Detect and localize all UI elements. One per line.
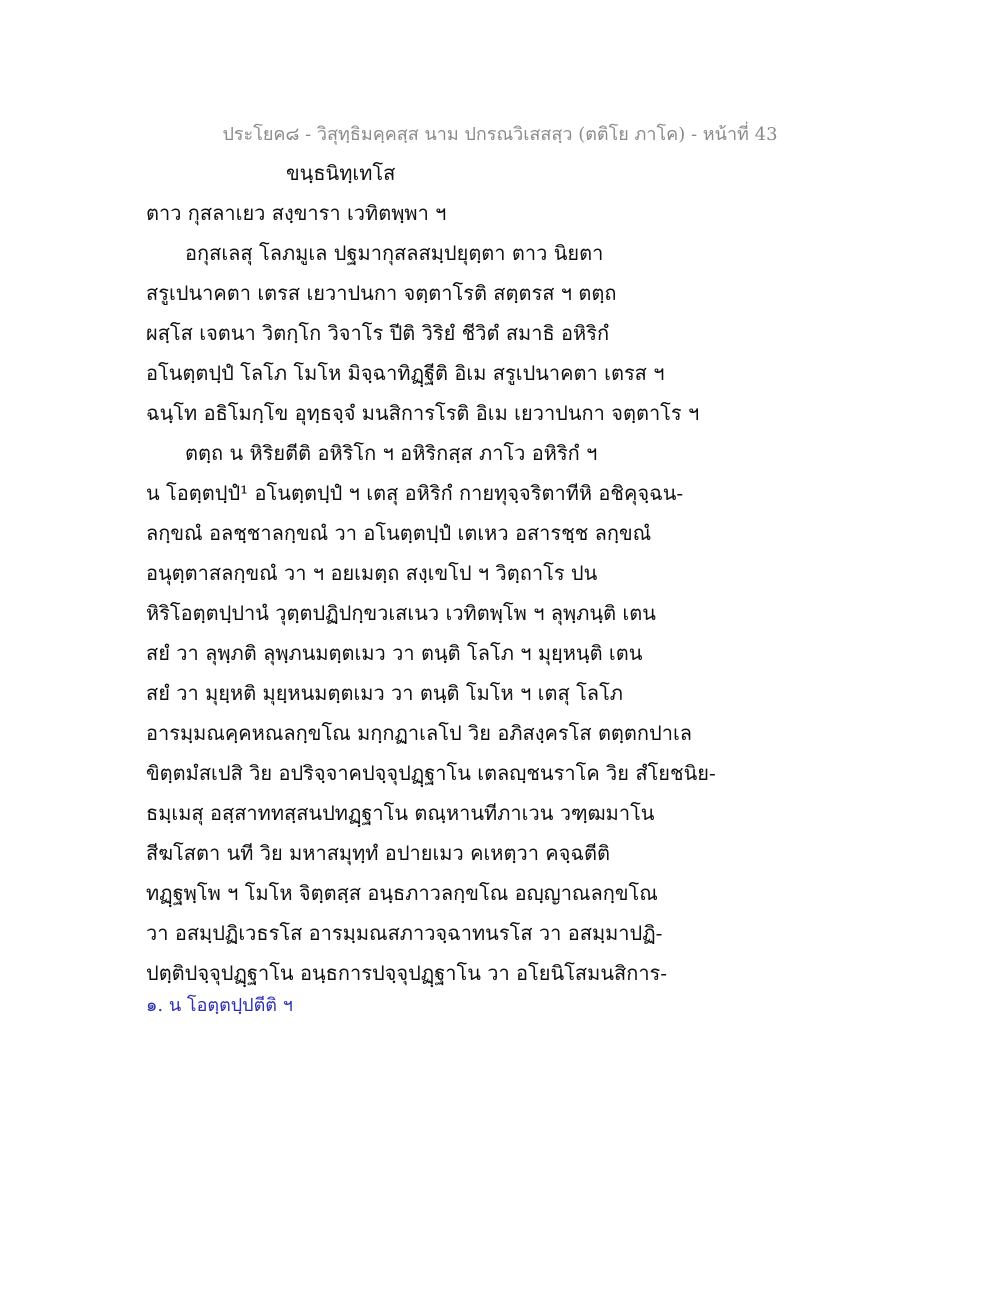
- body-line: ผสฺโส เจตนา วิตกฺโก วิจาโร ปีติ วิริยํ ชีวิตํ สมาธิ อหิริกํ: [146, 321, 610, 345]
- body-line: อโนตฺตปฺปํ โลโภ โมโห มิจฺฉาทิฏฺฐีติ อิเม สรูเปนาคตา เตรส ฯ: [146, 361, 665, 385]
- body-line: ตาว กุสลาเยว สงฺขารา เวทิตพฺพา ฯ: [146, 201, 447, 225]
- body-line: ฉนฺโท อธิโมกฺโข อุทฺธจฺจํ มนสิการโรติ อิเม เยวาปนกา จตฺตาโร ฯ: [146, 401, 700, 425]
- body-line: อนุตฺตาสลกฺขณํ วา ฯ อยเมตฺถ สงฺเขโป ฯ วิตฺถาโร ปน: [146, 561, 598, 585]
- section-heading: ขนฺธนิทฺเทโส: [286, 161, 396, 185]
- body-line: หิริโอตฺตปฺปานํ วุตฺตปฏิปกฺขวเสเนว เวทิตพฺโพ ฯ ลุพฺภนฺติ เตน: [146, 601, 656, 625]
- body-line: วา อสมฺปฏิเวธรโส อารมฺมณสภาวจฺฉาทนรโส วา อสมฺมาปฏิ-: [146, 921, 663, 945]
- body-line: อกุสเลสุ โลภมูเล ปฐมากุสลสมฺปยุตฺตา ตาว นิยตา: [185, 241, 604, 265]
- body-line: ปตฺติปจฺจุปฏฺฐาโน อนฺธการปจฺจุปฏฺฐาโน วา อโยนิโสมนสิการ-: [146, 961, 668, 985]
- body-line: ขิตฺตมํสเปสิ วิย อปริจฺจาคปจฺจุปฏฺฐาโน เตลญฺชนราโค วิย สํโยชนิย-: [146, 761, 716, 785]
- body-line: สยํ วา มุยฺหติ มุยฺหนมตฺตเมว วา ตนฺติ โมโห ฯ เตสุ โลโภ: [146, 681, 623, 705]
- body-line: ตตฺถ น หิริยตีติ อหิริโก ฯ อหิริกสฺส ภาโว อหิริกํ ฯ: [185, 441, 598, 465]
- body-line: สรูเปนาคตา เตรส เยวาปนกา จตฺตาโรติ สตฺตรส ฯ ตตฺถ: [146, 281, 617, 305]
- running-header: ประโยค๘ - วิสุทฺธิมคฺคสฺส นาม ปกรณวิเสสสฺว (ตติโย ภาโค) - หน้าที่ 43: [222, 124, 778, 145]
- footnote: ๑. น โอตฺตปฺปตีติ ฯ: [146, 995, 293, 1016]
- body-line: สีฆโสตา นที วิย มหาสมุทฺทํ อปายเมว คเหตฺวา คจฺฉตีติ: [146, 841, 610, 865]
- body-line: ลกฺขณํ อลชฺชาลกฺขณํ วา อโนตฺตปฺปํ เตเหว อสารชฺช ลกฺขณํ: [146, 521, 652, 545]
- body-line: ทฏฺฐพฺโพ ฯ โมโห จิตฺตสฺส อนฺธภาวลกฺขโณ อญฺญาณลกฺขโณ: [146, 881, 658, 905]
- body-line: สยํ วา ลุพฺภติ ลุพฺภนมตฺตเมว วา ตนฺติ โลโภ ฯ มุยฺหนฺติ เตน: [146, 641, 643, 665]
- body-line: น โอตฺตปฺปํ¹ อโนตฺตปฺปํ ฯ เตสุ อหิริกํ กายทุจฺจริตาทีหิ อชิคุจฺฉน-: [146, 481, 684, 505]
- body-line: ธมฺเมสุ อสฺสาททสฺสนปทฏฺฐาโน ตณฺหานทีภาเวน วฑฺฒมาโน: [146, 801, 655, 825]
- body-line: อารมฺมณคฺคหณลกฺขโณ มกฺกฏาเลโป วิย อภิสงฺครโส ตตฺตกปาเล: [146, 721, 693, 745]
